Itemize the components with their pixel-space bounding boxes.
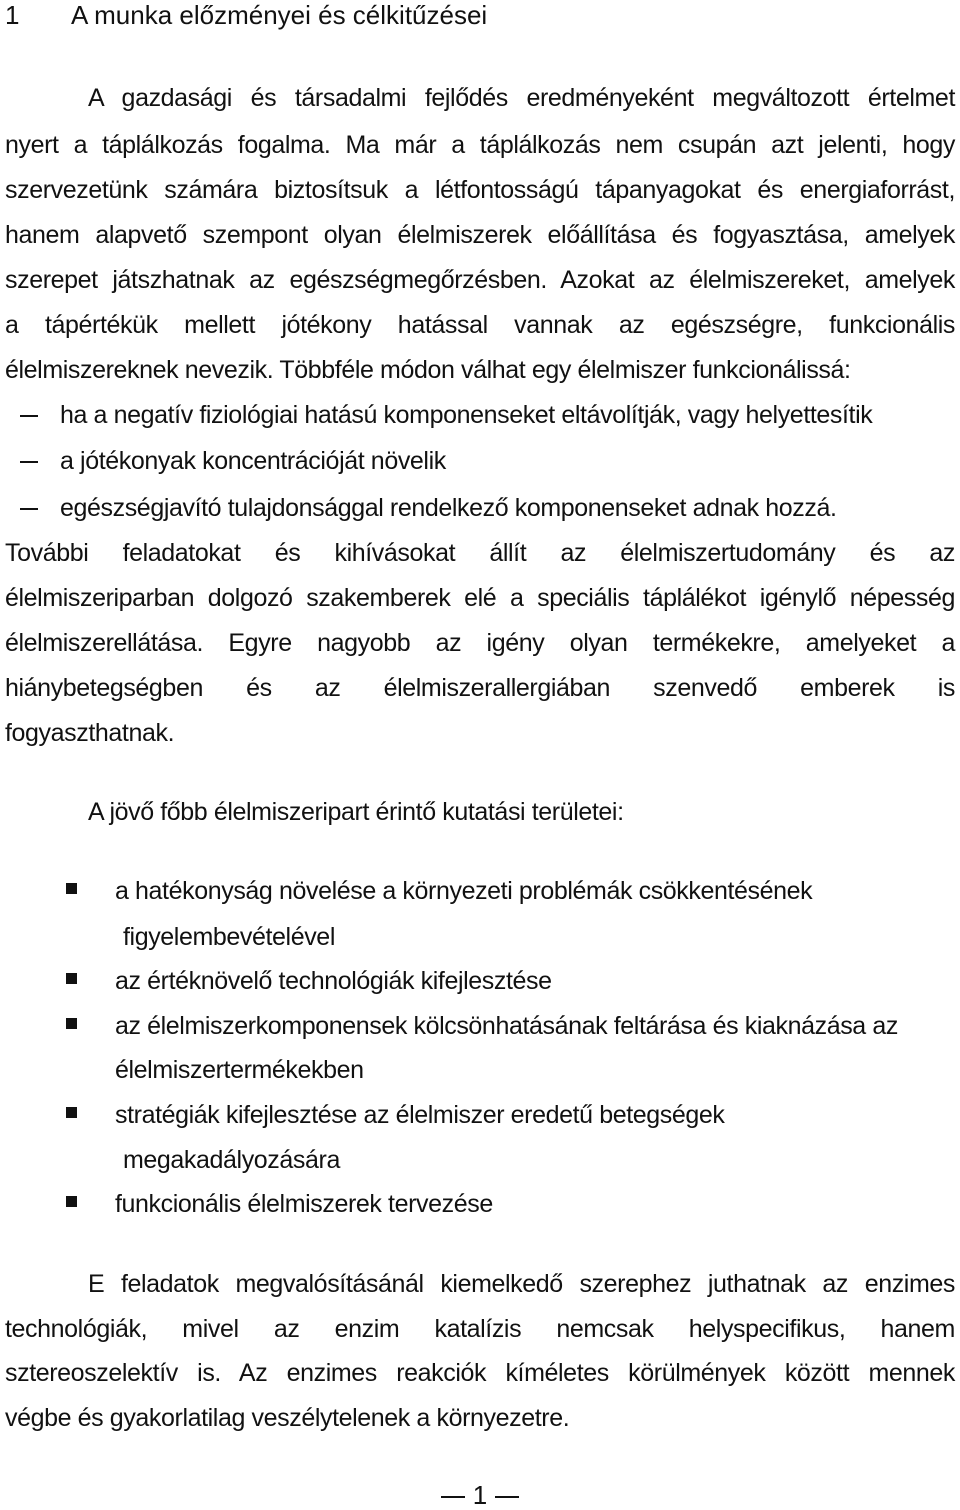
square-bullet-icon bbox=[66, 1107, 77, 1118]
page-number-dash-icon bbox=[495, 1496, 519, 1498]
dash-bullet-icon bbox=[20, 415, 38, 417]
paragraph-line: fogyaszthatnak. bbox=[5, 719, 175, 747]
paragraph-line: a tápértékük mellett jótékony hatással vannak az egészségre, funkcionális bbox=[5, 311, 955, 339]
paragraph-line: élelmiszeriparban dolgozó szakemberek elé a speciális táplálékot igénylő népesség bbox=[5, 584, 955, 612]
paragraph-line: nyert a táplálkozás fogalma. Ma már a táplálkozás nem csupán azt jelenti, hogy bbox=[5, 131, 955, 159]
dash-list-item: egészségjavító tulajdonsággal rendelkező komponenseket adnak hozzá. bbox=[60, 494, 837, 522]
paragraph-line: E feladatok megvalósításánál kiemelkedő szerephez juthatnak az enzimes bbox=[88, 1270, 955, 1298]
research-list-item: stratégiák kifejlesztése az élelmiszer eredetű betegségek bbox=[115, 1101, 725, 1129]
research-list-item-continuation: megakadályozására bbox=[123, 1146, 340, 1174]
page-number: 1 bbox=[472, 1480, 488, 1510]
section-heading bbox=[5, 0, 487, 30]
research-list-item-continuation: figyelembevételével bbox=[123, 923, 335, 951]
paragraph-line: szerepet játszhatnak az egészségmegőrzésben. Azokat az élelmiszereket, amelyek bbox=[5, 266, 955, 294]
paragraph-line: technológiák, mivel az enzim katalízis nemcsak helyspecifikus, hanem bbox=[5, 1315, 955, 1343]
paragraph-line: hiánybetegségben és az élelmiszerallergiában szenvedő emberek is bbox=[5, 674, 955, 702]
paragraph-line: élelmiszereknek nevezik. Többféle módon válhat egy élelmiszer funkcionálissá: bbox=[5, 356, 851, 384]
paragraph-line: szervezetünk számára biztosítsuk a létfontosságú tápanyagokat és energiaforrást, bbox=[5, 176, 955, 204]
dash-list-item: a jótékonyak koncentrációját növelik bbox=[60, 447, 446, 475]
paragraph-line: A gazdasági és társadalmi fejlődés eredményeként megváltozott értelmet bbox=[88, 84, 955, 112]
research-intro: A jövő főbb élelmiszeripart érintő kutatási területei: bbox=[88, 798, 624, 826]
paragraph-line: sztereoszelektív is. Az enzimes reakciók kíméletes körülmények között mennek bbox=[5, 1359, 955, 1387]
dash-bullet-icon bbox=[20, 461, 38, 463]
research-list-item: az értéknövelő technológiák kifejlesztése bbox=[115, 967, 552, 995]
paragraph-line: További feladatokat és kihívásokat állít az élelmiszertudomány és az bbox=[5, 539, 955, 567]
paragraph-line: végbe és gyakorlatilag veszélytelenek a környezetre. bbox=[5, 1404, 570, 1432]
research-list-item: a hatékonyság növelése a környezeti problémák csökkentésének bbox=[115, 877, 813, 905]
page-number-footer bbox=[0, 1480, 960, 1510]
paragraph-line: élelmiszerellátása. Egyre nagyobb az igény olyan termékekre, amelyeket a bbox=[5, 629, 955, 657]
square-bullet-icon bbox=[66, 1196, 77, 1207]
research-list-item: funkcionális élelmiszerek tervezése bbox=[115, 1190, 493, 1218]
page-number-dash-icon bbox=[441, 1496, 465, 1498]
square-bullet-icon bbox=[66, 883, 77, 894]
section-number: 1 bbox=[5, 0, 20, 30]
paragraph-line: hanem alapvető szempont olyan élelmiszerek előállítása és fogyasztása, amelyek bbox=[5, 221, 955, 249]
research-list-item: az élelmiszerkomponensek kölcsönhatásának feltárása és kiaknázása az bbox=[115, 1012, 898, 1040]
dash-bullet-icon bbox=[20, 508, 38, 510]
research-list-item-continuation: élelmiszertermékekben bbox=[115, 1056, 364, 1084]
square-bullet-icon bbox=[66, 1018, 77, 1029]
section-title: A munka előzményei és célkitűzései bbox=[71, 0, 488, 30]
dash-list-item: ha a negatív fiziológiai hatású komponenseket eltávolítják, vagy helyettesítik bbox=[60, 401, 873, 429]
square-bullet-icon bbox=[66, 973, 77, 984]
